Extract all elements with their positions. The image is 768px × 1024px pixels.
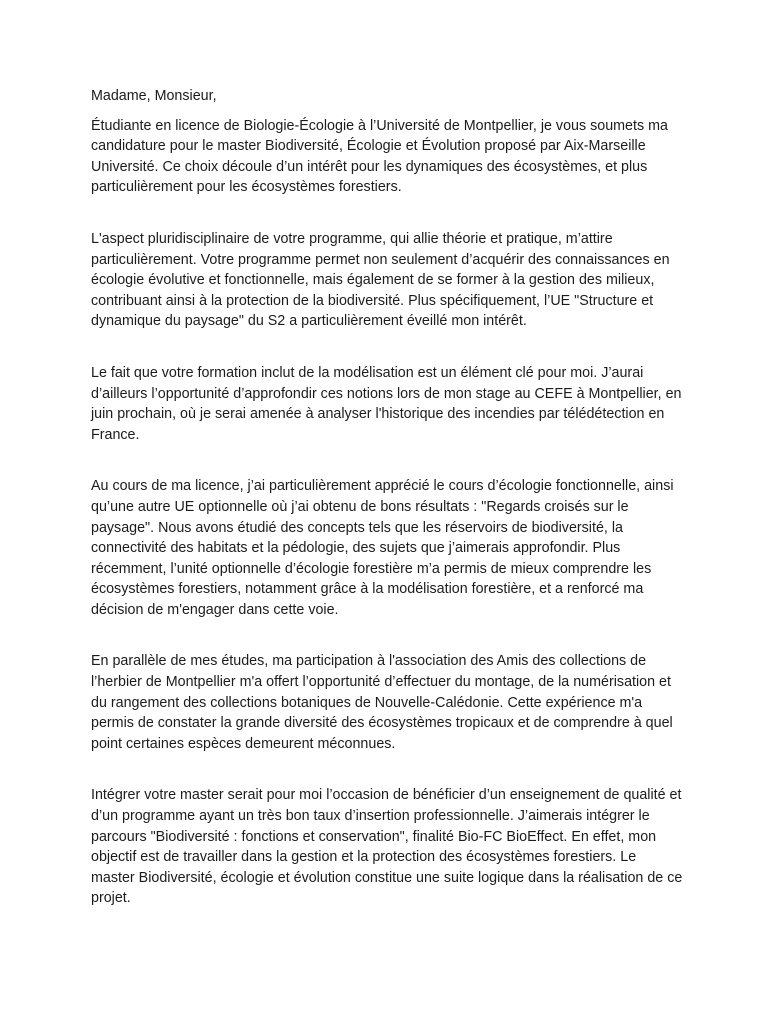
letter-body bbox=[91, 86, 683, 909]
salutation: Madame, Monsieur, bbox=[91, 88, 217, 104]
paragraph-modeling: Le fait que votre formation inclut de la modélisation est un élément clé pour moi. J’aurai d’ailleurs l’opportunité d’approfondir ces notions lors de mon stage au CEFE à Montpellier, en juin prochain, où je serai amenée à analyser l'historique des incendies par télédétection en France. bbox=[91, 364, 682, 443]
paragraph-association: En parallèle de mes études, ma participation à l'association des Amis des collections de l’herbier de Montpellier m'a offert l’opportunité d’effectuer du montage, de la numérisation et du rangement des collections botaniques de Nouvelle-Calédonie. Cette expérience m'a permis de constater la grande diversité des écosystèmes tropicaux et de comprendre à quel point certaines espèces demeurent méconnues. bbox=[91, 653, 673, 752]
paragraph-program-interest: L'aspect pluridisciplinaire de votre programme, qui allie théorie et pratique, m’attire particulièrement. Votre programme permet non seulement d’acquérir des connaissances en écologie évolutive et fonctionnelle, mais également de se former à la gestion des milieux, contribuant ainsi à la protection de la biodiversité. Plus spécifiquement, l’UE "Structure et dynamique du paysage" du S2 a particulièrement éveillé mon intérêt. bbox=[91, 230, 670, 330]
paragraph-coursework: Au cours de ma licence, j’ai particulièrement apprécié le cours d’écologie fonctionnelle, ainsi qu’une autre UE optionnelle où j’ai obtenu de bons résultats : "Regards croisés sur le paysage". Nous avons étudié des concepts tels que les réservoirs de biodiversité, la connectivité des habitats et la pédologie, des sujets que j’aimerais approfondir. Plus récemment, l’unité optionnelle d’écologie forestière m’a permis de mieux comprendre les écosystèmes forestiers, notamment grâce à la modélisation forestière, et a renforcé ma décision de m'engager dans cette voie. bbox=[91, 478, 674, 618]
paragraph-conclusion: Intégrer votre master serait pour moi l’occasion de bénéficier d’un enseignement de qualité et d’un programme ayant un très bon taux d’insertion professionnelle. J’aimerais intégrer le parcours "Biodiversité : fonctions et conservation", finalité Bio-FC BioEffect. En effet, mon objectif est de travailler dans la gestion et la protection des écosystèmes forestiers. Le master Biodiversité, écologie et évolution constitue une suite logique dans la réalisation de ce projet. bbox=[91, 787, 683, 907]
paragraph-introduction: Étudiante en licence de Biologie-Écologie à l’Université de Montpellier, je vous soumets ma candidature pour le master Biodiversité, Écologie et Évolution proposé par Aix-Marseille Université. Ce choix découle d’un intérêt pour les dynamiques des écosystèmes, et plus particulièrement pour les écosystèmes forestiers. bbox=[91, 117, 668, 196]
